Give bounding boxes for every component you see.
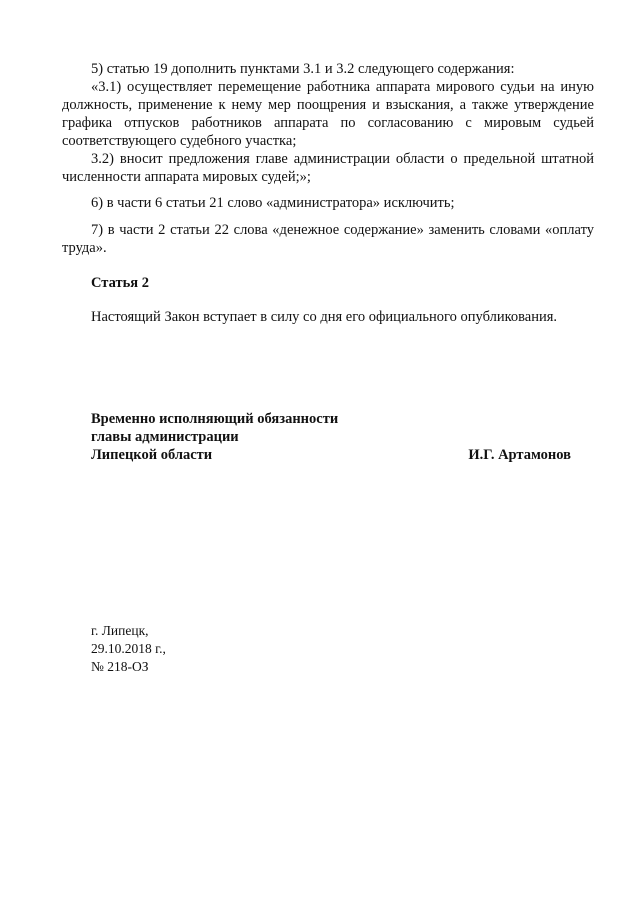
signature-title-line-3: Липецкой области — [91, 447, 213, 463]
amendment-item-5 — [62, 60, 594, 186]
footer-date: 29.10.2018 г., — [91, 641, 166, 656]
article-2-body — [62, 308, 594, 326]
footer-city: г. Липецк, — [91, 623, 149, 638]
footer-number: № 218-ОЗ — [91, 659, 149, 674]
signature-title-line-2: главы администрации — [91, 429, 239, 445]
item-5-point-3-2: 3.2) вносит предложения главе администрации области о предельной штатной численности аппарата мировых судей;»; — [62, 151, 594, 185]
article-2-text: Настоящий Закон вступает в силу со дня его официального опубликования. — [91, 309, 558, 325]
signature-block — [91, 410, 571, 464]
document-footer — [91, 622, 166, 676]
item-6-text: 6) в части 6 статьи 21 слово «администратора» исключить; — [91, 195, 455, 211]
signature-title-line-1: Временно исполняющий обязанности — [91, 411, 339, 427]
article-2-heading: Статья 2 — [91, 275, 149, 291]
item-7-text: 7) в части 2 статьи 22 слова «денежное содержание» заменить словами «оплату труда». — [62, 222, 594, 256]
amendment-item-6 — [62, 194, 594, 212]
signatory-name: И.Г. Артамонов — [468, 447, 571, 463]
item-5-point-3-1: «3.1) осуществляет перемещение работника аппарата мирового судьи на иную должность, применение к нему мер поощрения и взыскания, а также утверждение графика отпусков работников аппарата по согласованию с мировым судьей соответствующего судебного участка; — [62, 79, 594, 149]
amendment-item-7 — [62, 221, 594, 257]
item-5-intro: 5) статью 19 дополнить пунктами 3.1 и 3.2 следующего содержания: — [91, 61, 515, 77]
